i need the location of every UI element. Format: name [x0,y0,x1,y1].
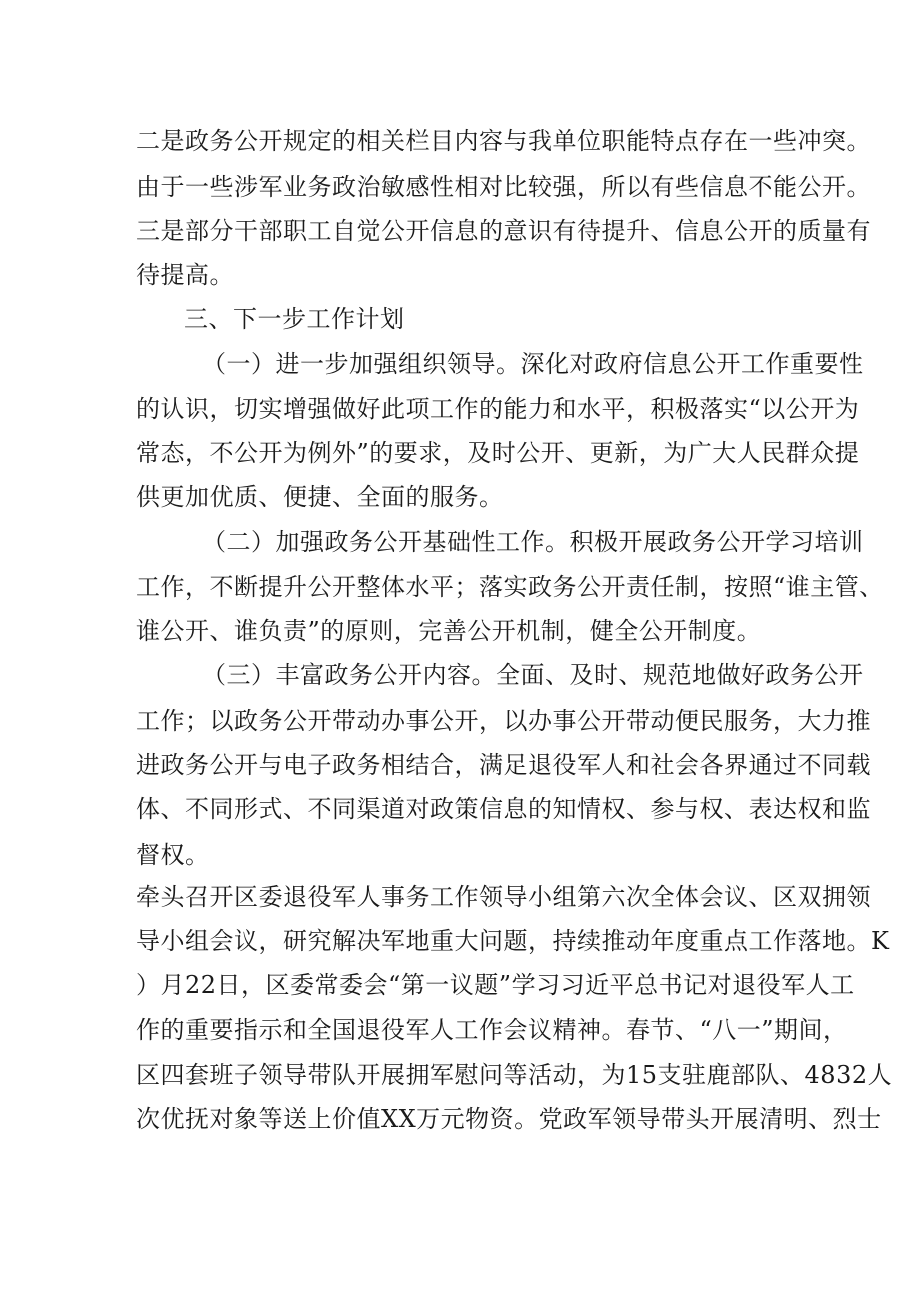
text-line: 由于一些涉军业务政治敏感性相对比较强，所以有些信息不能公开。 [136,173,871,201]
text-line: ）月22日，区委常委会“第一议题”学习习近平总书记对退役军人工 [136,971,855,999]
text-line: （二）加强政务公开基础性工作。积极开展政务公开学习培训 [202,528,864,556]
text-line: 区四套班子领导带队开展拥军慰问等活动，为15支驻鹿部队、4832人 [136,1061,893,1089]
text-line: 供更加优质、便捷、全面的服务。 [136,483,504,511]
text-line: （一）进一步加强组织领导。深化对政府信息公开工作重要性 [202,350,864,378]
text-line: 三是部分干部职工自觉公开信息的意识有待提升、信息公开的质量有 [136,217,871,245]
text-line: 工作，不断提升公开整体水平；落实政务公开责任制，按照“谁主管、 [136,573,884,601]
section-heading: 三、下一步工作计划 [184,305,405,333]
text-line: 的认识，切实增强做好此项工作的能力和水平，积极落实“以公开为 [136,395,860,423]
text-line: （三）丰富政务公开内容。全面、及时、规范地做好政务公开 [202,661,864,689]
text-line: 待提高。 [136,261,234,289]
text-line: 体、不同形式、不同渠道对政策信息的知情权、参与权、表达权和监 [136,795,871,823]
text-line: 次优抚对象等送上价值XX万元物资。党政军领导带头开展清明、烈士 [136,1105,882,1133]
text-line: 谁公开、谁负责”的原则，完善公开机制，健全公开制度。 [136,617,762,645]
text-line: 进政务公开与电子政务相结合，满足退役军人和社会各界通过不同载 [136,751,871,779]
text-line: 工作；以政务公开带动办事公开，以办事公开带动便民服务，大力推 [136,707,871,735]
text-line: 二是政务公开规定的相关栏目内容与我单位职能特点存在一些冲突。 [136,127,871,155]
text-line: 督权。 [136,841,210,869]
text-line: 导小组会议，研究解决军地重大问题，持续推动年度重点工作落地。K [136,927,890,955]
text-line: 常态，不公开为例外”的要求，及时公开、更新，为广大人民群众提 [136,439,860,467]
text-line: 牵头召开区委退役军人事务工作领导小组第六次全体会议、区双拥领 [136,883,871,911]
text-line: 作的重要指示和全国退役军人工作会议精神。春节、“八一”期间， [136,1016,848,1044]
